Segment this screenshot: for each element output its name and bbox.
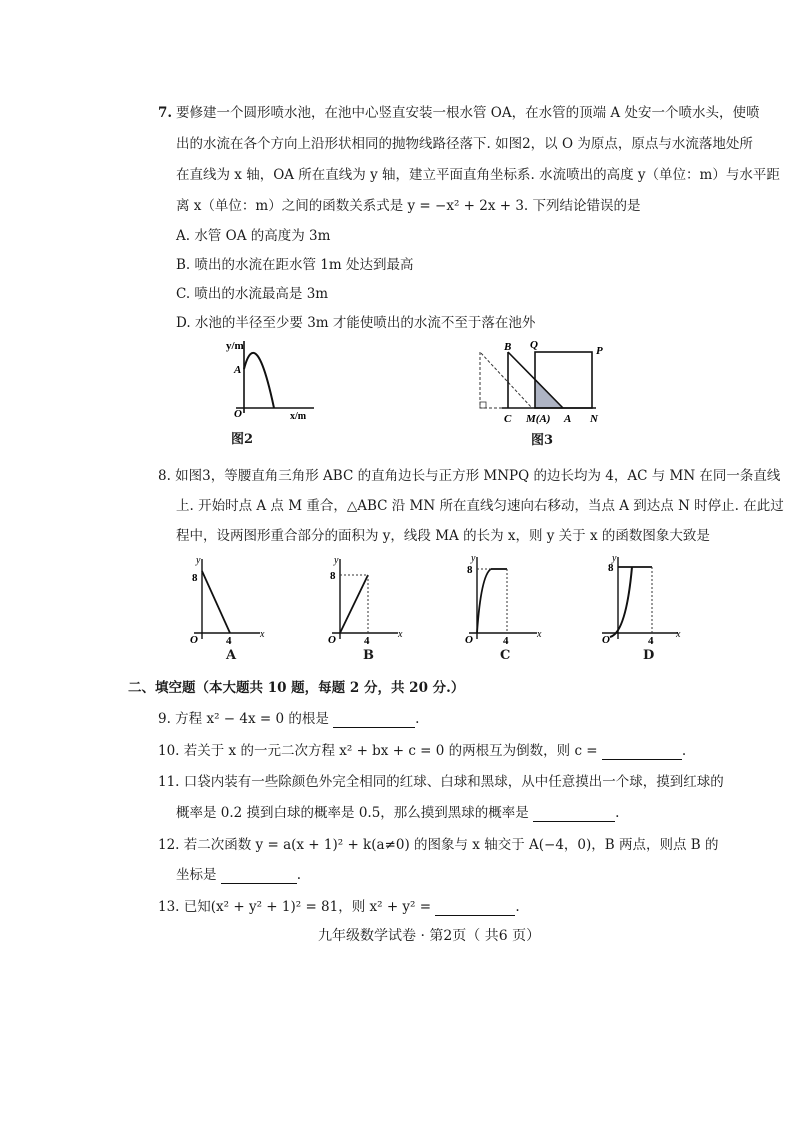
q7-line-4: 离 x（单位：m）之间的函数关系式是 y = −x² + 2x + 3. 下列结论错误的是: [176, 198, 641, 214]
graph-d-label: D: [643, 648, 655, 663]
q8-graph-b: [318, 553, 408, 645]
graph-b-label: B: [363, 648, 374, 663]
graph-d-y-tick: 8: [608, 562, 614, 574]
fig2-caption: 图2: [231, 432, 254, 447]
q11-text: 概率是 0.2 摸到白球的概率是 0.5，那么摸到黑球的概率是: [176, 805, 529, 821]
q9-text: 9. 方程 x² − 4x = 0 的根是: [158, 711, 329, 727]
q10-end: .: [681, 743, 687, 759]
svg-text:O: O: [602, 634, 610, 645]
svg-text:x: x: [537, 629, 542, 640]
svg-text:x: x: [260, 629, 265, 640]
graph-a-label: A: [226, 648, 237, 663]
q7-option-a: A. 水管 OA 的高度为 3m: [176, 228, 331, 244]
svg-text:y: y: [196, 555, 201, 566]
q10-text: 10. 若关于 x 的一元二次方程 x² + bx + c = 0 的两根互为倒数，则 c =: [158, 743, 598, 759]
fig3-label-m: M(A): [526, 413, 551, 425]
svg-text:y: y: [334, 555, 339, 566]
svg-text:O: O: [328, 634, 336, 645]
svg-text:x: x: [676, 629, 681, 640]
graph-c-x-tick: 4: [503, 635, 509, 645]
graph-d-x-tick: 4: [648, 635, 654, 645]
q7-line-1: 要修建一个圆形喷水池，在池中心竖直安装一根水管 OA，在水管的顶端 A 处安一个喷水头，使喷: [176, 105, 760, 121]
q10-answer-blank[interactable]: [602, 743, 682, 760]
q8-line-2: 上. 开始时点 A 点 M 重合，△ABC 沿 MN 所在直线匀速向右移动，当点 A 到达点 N 时停止. 在此过: [176, 498, 784, 514]
q9-answer-blank[interactable]: [333, 711, 415, 728]
section-2-title: 二、填空题（本大题共 10 题，每题 2 分，共 20 分.）: [128, 680, 465, 696]
graph-c-label: C: [500, 648, 511, 663]
q13: [158, 898, 520, 916]
q7-option-c: C. 喷出的水流最高是 3m: [176, 286, 329, 302]
fig3-caption: 图3: [531, 433, 554, 448]
q12-text: 坐标是: [176, 867, 217, 883]
page-footer: 九年级数学试卷 · 第2页（ 共6 页）: [318, 928, 541, 944]
fig2-o-label: O: [234, 408, 242, 420]
svg-text:x: x: [398, 629, 403, 640]
q7-option-d: D. 水池的半径至少要 3m 才能使喷出的水流不至于落在池外: [176, 315, 536, 331]
fig3-label-b: B: [504, 341, 512, 353]
fig2-x-label: x/m: [290, 411, 307, 420]
graph-b-x-tick: 4: [364, 635, 370, 645]
q12-line-1: 12. 若二次函数 y = a(x + 1)² + k(a≠0) 的图象与 x 轴交于 A(−4，0)，B 两点，则点 B 的: [158, 837, 719, 853]
q11-line-2: [176, 804, 619, 822]
svg-text:O: O: [465, 634, 473, 645]
svg-text:y: y: [471, 553, 476, 564]
q8-graph-a: [180, 553, 270, 645]
q7-line-2: 出的水流在各个方向上沿形状相同的抛物线路径落下. 如图2，以 O 为原点，原点与水流落地处所: [176, 136, 753, 152]
graph-a-y-tick: 8: [192, 572, 198, 584]
graph-a-x-tick: 4: [226, 635, 232, 645]
svg-text:y: y: [612, 553, 617, 564]
q8-line-1: 8. 如图3，等腰直角三角形 ABC 的直角边长与正方形 MNPQ 的边长均为 4，AC 与 MN 在同一条直线: [158, 468, 781, 484]
figure-2: [222, 335, 322, 420]
q12-line-2: [176, 866, 301, 884]
q8-graph-c: [455, 553, 545, 645]
q13-text: 13. 已知(x² + y² + 1)² = 81，则 x² + y² =: [158, 899, 432, 915]
q7-line-3: 在直线为 x 轴，OA 所在直线为 y 轴，建立平面直角坐标系. 水流喷出的高度 y（单位：m）与水平距: [176, 167, 780, 183]
graph-c-y-tick: 8: [467, 564, 473, 576]
fig3-label-p: P: [596, 345, 603, 357]
q8-line-3: 程中，设两图形重合部分的面积为 y，线段 MA 的长为 x，则 y 关于 x 的函数图象大致是: [176, 528, 710, 544]
fig3-label-n: N: [590, 413, 598, 425]
q9: [158, 710, 419, 728]
fig2-y-label: y/m: [226, 340, 244, 352]
q11-end: .: [615, 805, 620, 821]
q8-graph-d: [596, 553, 686, 645]
q9-end: .: [415, 711, 420, 727]
q7-option-b: B. 喷出的水流在距水管 1m 处达到最高: [176, 257, 414, 273]
graph-b-y-tick: 8: [330, 570, 336, 582]
q10: [158, 742, 686, 760]
fig3-label-q: Q: [530, 339, 538, 351]
fig2-a-label: A: [234, 364, 242, 376]
figure-3: [472, 338, 622, 428]
q11-answer-blank[interactable]: [533, 805, 615, 822]
q13-end: .: [515, 899, 520, 915]
fig3-label-a: A: [564, 413, 572, 425]
q11-line-1: 11. 口袋内装有一些除颜色外完全相同的红球、白球和黑球，从中任意摸出一个球，摸到红球的: [158, 774, 724, 790]
q12-end: .: [296, 867, 302, 883]
q13-answer-blank[interactable]: [435, 899, 515, 916]
q7-number: 7.: [158, 105, 173, 121]
fig3-label-c: C: [504, 413, 512, 425]
svg-text:O: O: [190, 634, 198, 645]
q12-answer-blank[interactable]: [221, 867, 297, 884]
